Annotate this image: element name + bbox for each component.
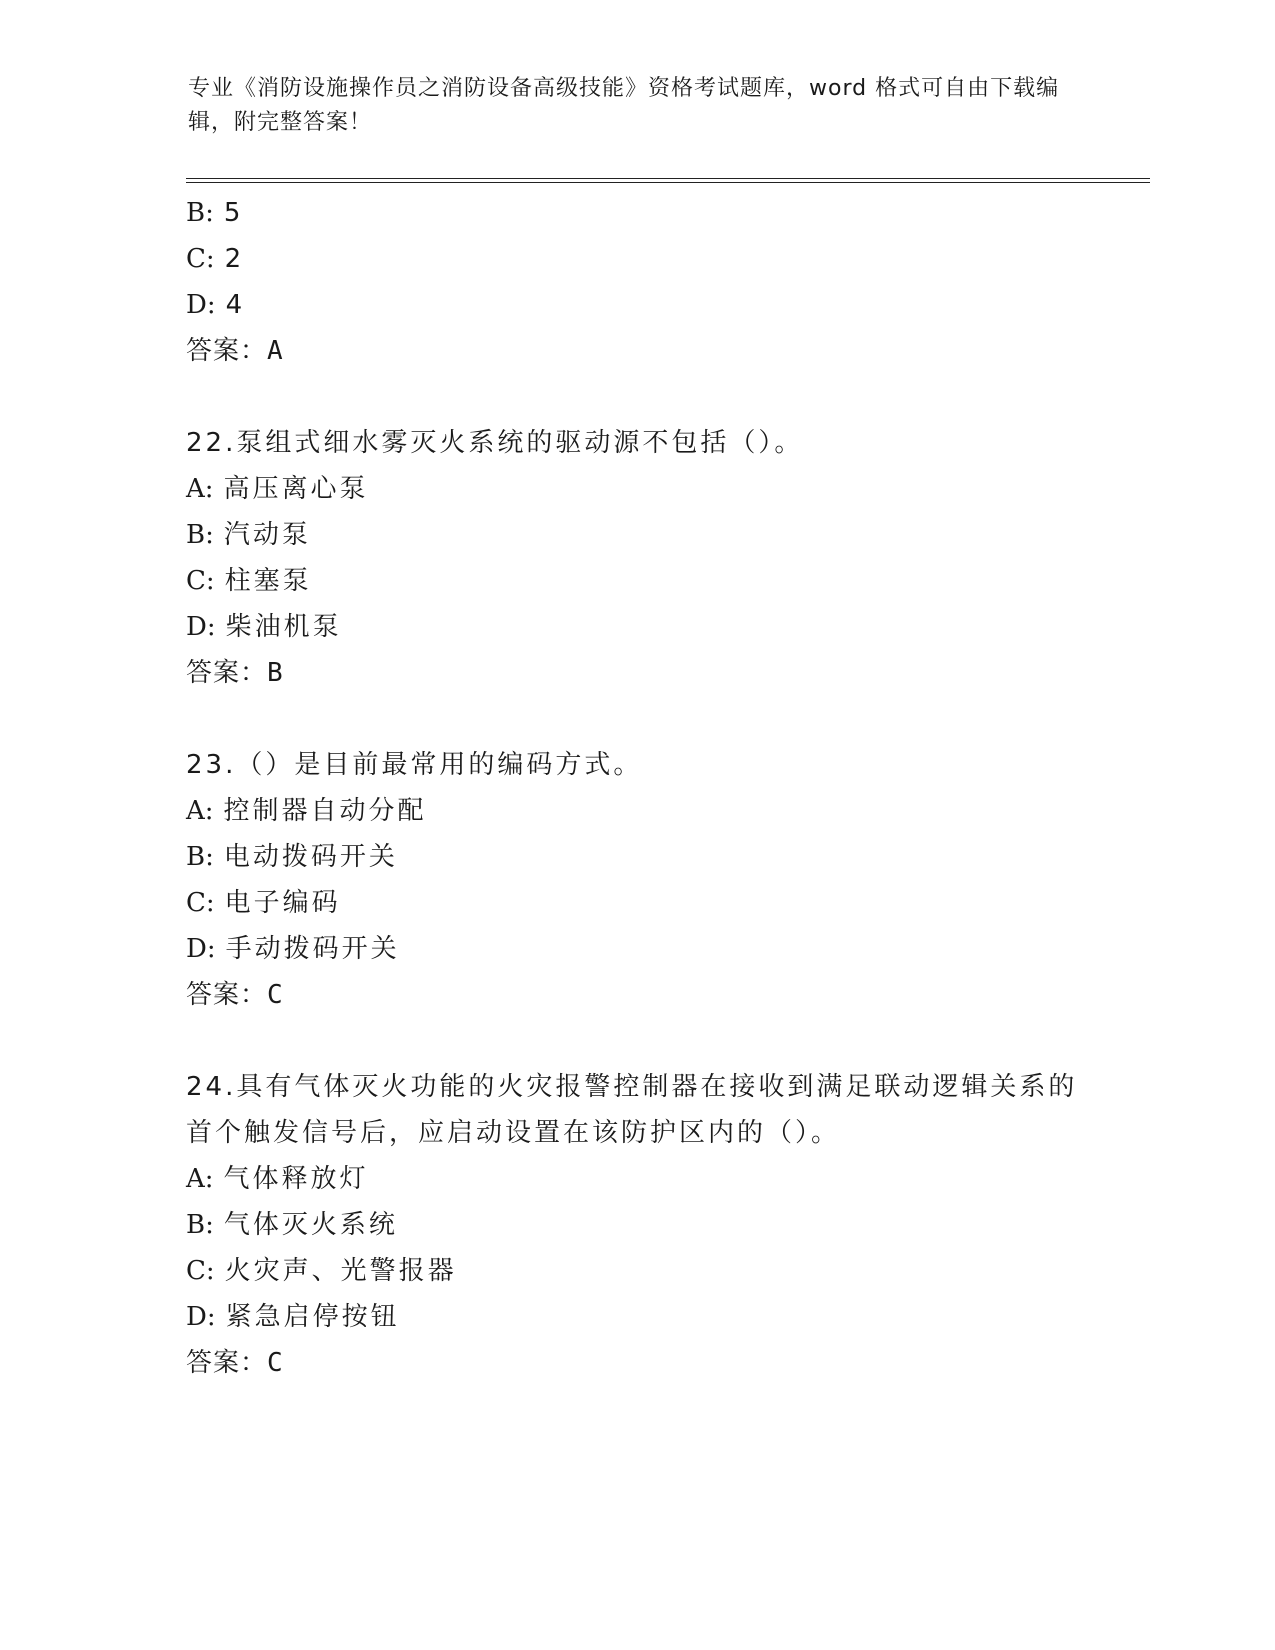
option-text: 控制器自动分配 [223, 796, 427, 826]
option-d [186, 282, 1086, 328]
answer-line [186, 328, 1086, 374]
option-label: A: [186, 1164, 214, 1194]
document-header: 专业《消防设施操作员之消防设备高级技能》资格考试题库，word 格式可自由下载编辑，附完整答案！ [188, 76, 1060, 135]
option-d [186, 1294, 1086, 1340]
spacer [186, 696, 1086, 742]
option-c [186, 880, 1086, 926]
option-text: 气体释放灯 [223, 1164, 369, 1194]
option-b [186, 834, 1086, 880]
option-d [186, 604, 1086, 650]
option-text: 柴油机泵 [225, 612, 342, 642]
option-label: C: [186, 566, 215, 596]
option-text: 5 [223, 198, 244, 228]
answer-line [186, 1340, 1086, 1386]
option-c [186, 236, 1086, 282]
option-label: D: [186, 934, 216, 964]
option-a [186, 466, 1086, 512]
option-label: A: [186, 474, 214, 504]
option-text: 电子编码 [224, 888, 341, 918]
option-label: B: [186, 1210, 214, 1240]
option-label: B: [186, 198, 214, 228]
spacer [186, 1018, 1086, 1064]
question-24 [186, 1064, 1086, 1386]
answer-letter: B [267, 658, 283, 688]
option-text: 高压离心泵 [223, 474, 369, 504]
option-text: 柱塞泵 [224, 566, 312, 596]
question-stem: 24.具有气体灭火功能的火灾报警控制器在接收到满足联动逻辑关系的首个触发信号后，应启动设置在该防护区内的（）。 [186, 1072, 1078, 1148]
option-c [186, 558, 1086, 604]
option-label: D: [186, 612, 216, 642]
answer-letter: C [267, 1348, 283, 1378]
option-label: C: [186, 244, 215, 274]
option-text: 4 [225, 290, 246, 320]
option-text: 2 [224, 244, 245, 274]
answer-prefix: 答案： [186, 658, 268, 688]
option-text: 电动拨码开关 [223, 842, 398, 872]
question-21-tail [186, 190, 1086, 374]
option-a [186, 788, 1086, 834]
question-content [186, 190, 1086, 1386]
option-label: C: [186, 888, 215, 918]
option-text: 紧急启停按钮 [225, 1302, 400, 1332]
option-label: C: [186, 1256, 215, 1286]
option-text: 汽动泵 [223, 520, 311, 550]
option-text: 气体灭火系统 [223, 1210, 398, 1240]
answer-line [186, 972, 1086, 1018]
question-23 [186, 742, 1086, 1018]
question-stem: 23.（）是目前最常用的编码方式。 [186, 750, 643, 780]
answer-prefix: 答案： [186, 336, 268, 366]
option-label: B: [186, 842, 214, 872]
option-c [186, 1248, 1086, 1294]
answer-line [186, 650, 1086, 696]
question-stem: 22.泵组式细水雾灭火系统的驱动源不包括（）。 [186, 428, 804, 458]
option-label: A: [186, 796, 214, 826]
answer-letter: C [267, 980, 283, 1010]
option-b [186, 190, 1086, 236]
answer-prefix: 答案： [186, 980, 268, 1010]
option-b [186, 512, 1086, 558]
header-divider-top [186, 178, 1150, 179]
option-label: B: [186, 520, 214, 550]
option-d [186, 926, 1086, 972]
answer-prefix: 答案： [186, 1348, 268, 1378]
option-text: 手动拨码开关 [225, 934, 400, 964]
spacer [186, 374, 1086, 420]
option-b [186, 1202, 1086, 1248]
header-divider-bottom [186, 182, 1150, 183]
option-label: D: [186, 290, 216, 320]
option-a [186, 1156, 1086, 1202]
answer-letter: A [267, 336, 283, 366]
question-22 [186, 420, 1086, 696]
option-label: D: [186, 1302, 216, 1332]
option-text: 火灾声、光警报器 [224, 1256, 457, 1286]
